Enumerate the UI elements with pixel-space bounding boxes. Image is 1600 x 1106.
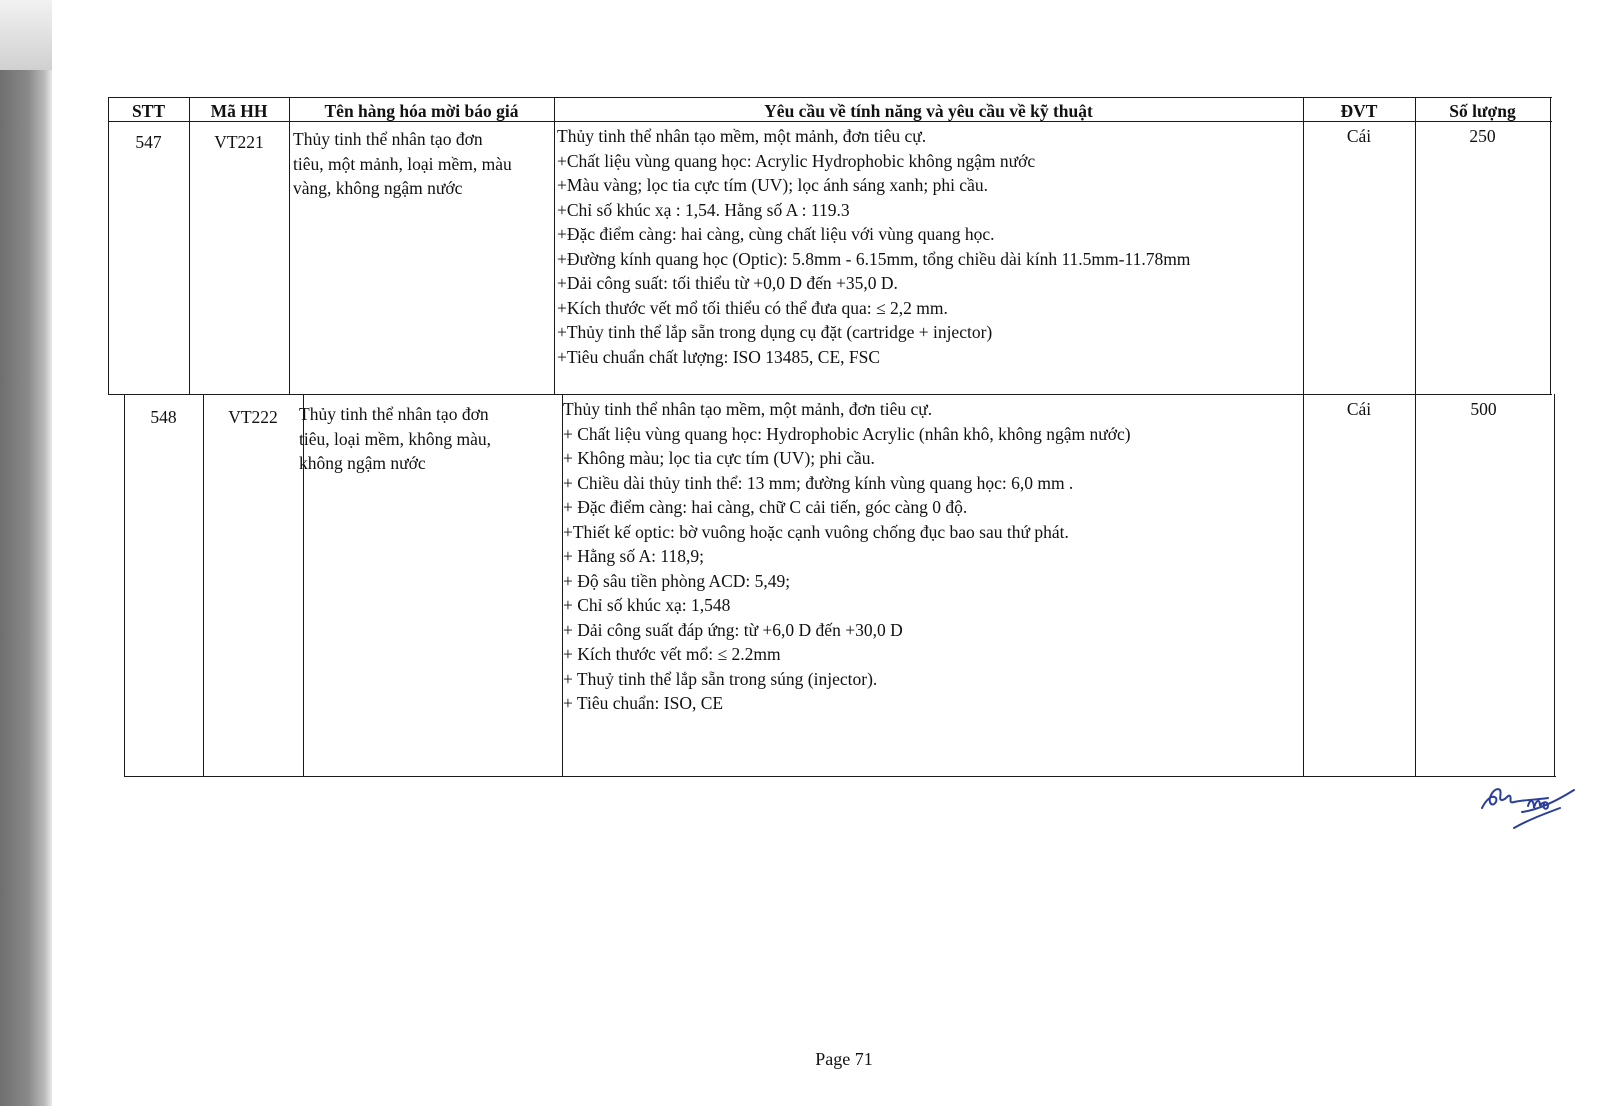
col-border-name xyxy=(554,97,555,394)
name-line: không ngậm nước xyxy=(299,453,426,473)
name-line: Thủy tinh thể nhân tạo đơn xyxy=(299,404,489,424)
spec-line: + Dải công suất đáp ứng: từ +6,0 D đến +30,0 D xyxy=(563,619,903,640)
row-548-unit: Cái xyxy=(1346,399,1372,419)
spec-line: +Dải công suất: tối thiểu từ +0,0 D đến +35,0 D. xyxy=(557,273,898,293)
row-548-quantity: 500 xyxy=(1470,399,1497,419)
name-line: vàng, không ngậm nước xyxy=(293,178,463,198)
scan-edge-highlight xyxy=(0,0,52,70)
row-547-stt: 547 xyxy=(135,132,162,152)
spec-line: +Thủy tinh thể lắp sẵn trong dụng cụ đặt (cartridge + injector) xyxy=(557,322,993,342)
spec-line: +Đường kính quang học (Optic): 5.8mm - 6.15mm, tổng chiều dài kính 11.5mm-11.78mm xyxy=(557,248,1191,269)
header-code: Mã HH xyxy=(210,101,268,121)
row-548-spec xyxy=(563,397,1301,716)
page-number: Page 71 xyxy=(815,1049,873,1069)
spec-line: + Tiêu chuẩn: ISO, CE xyxy=(563,693,724,713)
row-548-name xyxy=(299,402,561,476)
col-border-right-lower xyxy=(1554,394,1555,776)
row-548-code: VT222 xyxy=(228,407,278,427)
spec-line: + Kích thước vết mổ: ≤ 2.2mm xyxy=(563,644,781,664)
header-stt: STT xyxy=(131,101,166,121)
spec-line: + Độ sâu tiền phòng ACD: 5,49; xyxy=(563,570,791,591)
header-requirements: Yêu cầu về tính năng và yêu cầu về kỹ thuật xyxy=(764,101,1093,121)
spec-line: +Chất liệu vùng quang học: Acrylic Hydrophobic không ngậm nước xyxy=(557,150,1036,171)
col-border-right xyxy=(1550,97,1551,394)
spec-line: + Chỉ số khúc xạ: 1,548 xyxy=(563,595,731,615)
name-line: tiêu, một mảnh, loại mềm, màu xyxy=(293,153,512,174)
spec-line: +Chỉ số khúc xạ : 1,54. Hằng số A : 119.3 xyxy=(557,199,850,220)
table-bottom-border xyxy=(124,776,1556,777)
col-border-left-lower xyxy=(124,394,125,776)
spec-line: Thủy tinh thể nhân tạo mềm, một mảnh, đơn tiêu cự. xyxy=(563,399,933,419)
spec-line: +Kích thước vết mổ tối thiểu có thể đưa qua: ≤ 2,2 mm. xyxy=(557,297,948,318)
scan-edge-shadow xyxy=(0,0,52,1106)
spec-line: +Đặc điểm càng: hai càng, cùng chất liệu với vùng quang học. xyxy=(557,224,995,244)
spec-line: + Đặc điểm càng: hai càng, chữ C cải tiến, góc càng 0 độ. xyxy=(563,497,968,517)
header-unit: ĐVT xyxy=(1340,101,1378,121)
spec-line: +Tiêu chuẩn chất lượng: ISO 13485, CE, FSC xyxy=(557,346,881,367)
col-border-spec xyxy=(1303,97,1304,776)
spec-line: + Thuỷ tinh thể lắp sẵn trong súng (injector). xyxy=(563,668,878,689)
row-547-spec xyxy=(557,124,1301,369)
table-top-border xyxy=(108,97,1552,98)
row-547-quantity: 250 xyxy=(1469,126,1496,146)
header-quantity: Số lượng xyxy=(1449,101,1516,121)
row-548-stt: 548 xyxy=(150,407,177,427)
spec-line: + Không màu; lọc tia cực tím (UV); phi cầu. xyxy=(563,448,875,468)
spec-line: +Màu vàng; lọc tia cực tím (UV); lọc ánh sáng xanh; phi cầu. xyxy=(557,175,988,195)
row-547-unit: Cái xyxy=(1346,126,1372,146)
row-547-name xyxy=(293,127,551,201)
col-border-unit xyxy=(1415,97,1416,776)
handwritten-initials xyxy=(1478,778,1588,848)
col-border-code xyxy=(289,97,290,394)
spec-line: + Hằng số A: 118,9; xyxy=(563,546,704,566)
name-line: tiêu, loại mềm, không màu, xyxy=(299,428,491,449)
spec-line: Thủy tinh thể nhân tạo mềm, một mảnh, đơn tiêu cự. xyxy=(557,126,927,146)
spec-line: +Thiết kế optic: bờ vuông hoặc cạnh vuông chống đục bao sau thứ phát. xyxy=(563,521,1069,542)
row-divider xyxy=(108,394,1552,395)
spec-line: + Chiều dài thủy tinh thể: 13 mm; đường kính vùng quang học: 6,0 mm . xyxy=(563,472,1074,493)
name-line: Thủy tinh thể nhân tạo đơn xyxy=(293,129,483,149)
spec-line: + Chất liệu vùng quang học: Hydrophobic Acrylic (nhân khô, không ngậm nước) xyxy=(563,423,1131,444)
col-border-stt-lower xyxy=(203,394,204,776)
header-name: Tên hàng hóa mời báo giá xyxy=(324,101,519,121)
row-547-code: VT221 xyxy=(214,132,264,152)
